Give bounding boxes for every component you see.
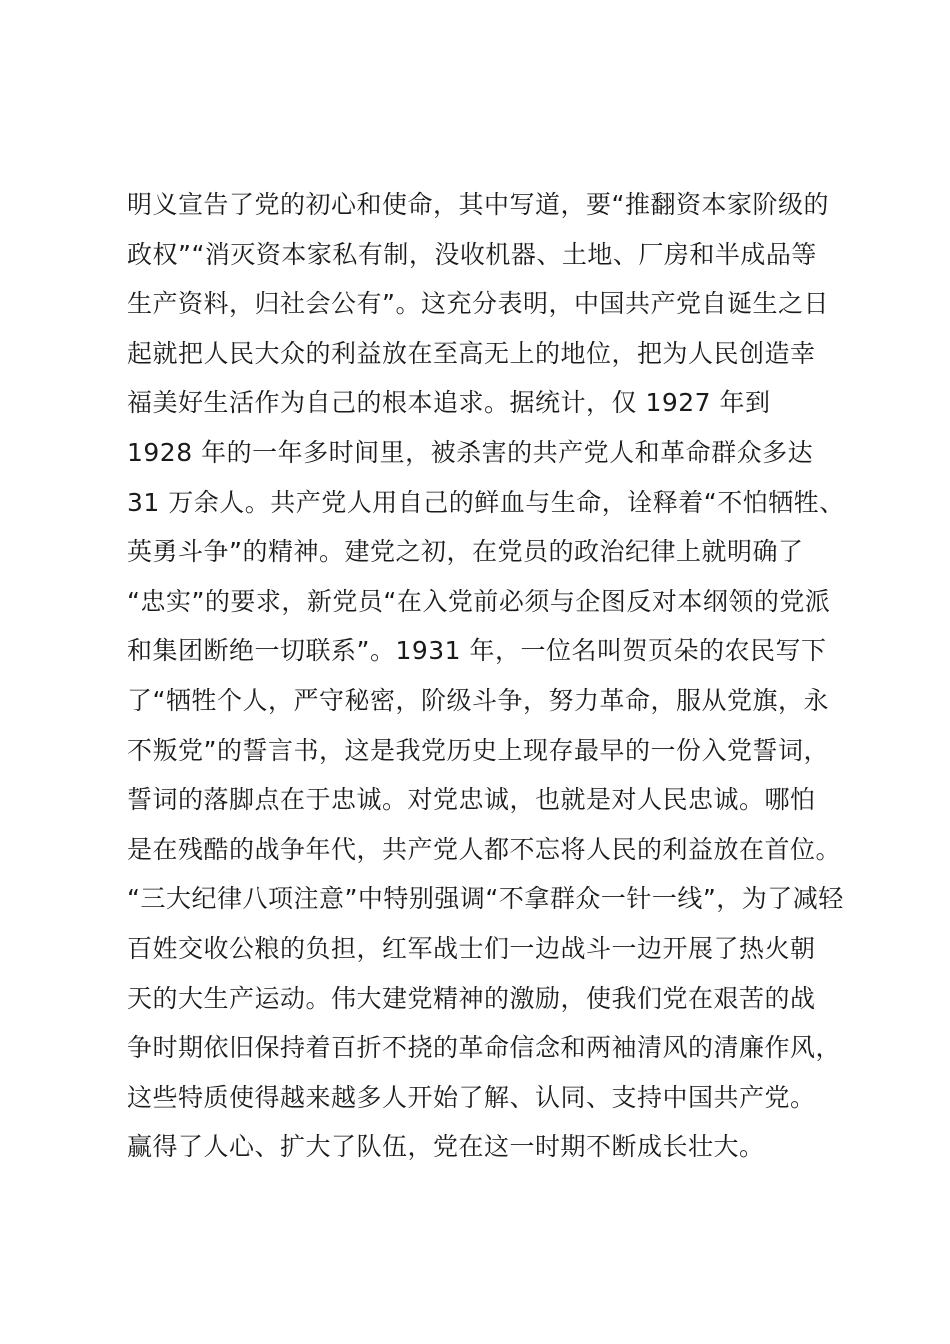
text-line: 天的大生产运动。伟大建党精神的激励，使我们党在艰苦的战 bbox=[127, 983, 816, 1013]
body-paragraph bbox=[127, 180, 867, 1172]
text-line: 福美好生活作为自己的根本追求。据统计，仅 1927 年到 bbox=[127, 388, 771, 418]
text-line: 赢得了人心、扩大了队伍，党在这一时期不断成长壮大。 bbox=[127, 1132, 765, 1162]
text-line: 不叛党”的誓言书，这是我党历史上现存最早的一份入党誓词， bbox=[127, 735, 829, 765]
text-line: 英勇斗争”的精神。建党之初，在党员的政治纪律上就明确了 bbox=[127, 537, 804, 567]
text-line: 生产资料，归社会公有”。这充分表明，中国共产党自诞生之日 bbox=[127, 289, 829, 319]
text-line: 1928 年的一年多时间里，被杀害的共产党人和革命群众多达 bbox=[127, 437, 814, 467]
text-line: 政权”“消灭资本家私有制，没收机器、土地、厂房和半成品等 bbox=[127, 239, 817, 269]
text-line: 明义宣告了党的初心和使命，其中写道，要“推翻资本家阶级的 bbox=[127, 190, 829, 219]
text-line: 誓词的落脚点在于忠诚。对党忠诚，也就是对人民忠诚。哪怕 bbox=[127, 785, 816, 815]
text-line: 起就把人民大众的利益放在至高无上的地位，把为人民创造幸 bbox=[127, 338, 816, 368]
text-line: “三大纪律八项注意”中特别强调“不拿群众一针一线”，为了减轻 bbox=[127, 884, 844, 914]
text-line: 和集团断绝一切联系”。1931 年，一位名叫贺页朵的农民写下 bbox=[127, 636, 827, 666]
text-line: “忠实”的要求，新党员“在入党前必须与企图反对本纲领的党派 bbox=[127, 586, 831, 616]
text-line: 了“牺牲个人，严守秘密，阶级斗争，努力革命，服从党旗，永 bbox=[127, 685, 829, 715]
text-line: 31 万余人。共产党人用自己的鲜血与生命，诠释着“不怕牺牲、 bbox=[127, 487, 845, 517]
text-line: 是在残酷的战争年代，共产党人都不忘将人民的利益放在首位。 bbox=[127, 834, 842, 864]
text-line: 百姓交收公粮的负担，红军战士们一边战斗一边开展了热火朝 bbox=[127, 933, 816, 963]
text-line: 争时期依旧保持着百折不挠的革命信念和两袖清风的清廉作风， bbox=[127, 1033, 842, 1063]
text-line: 这些特质使得越来越多人开始了解、认同、支持中国共产党。 bbox=[127, 1082, 816, 1112]
